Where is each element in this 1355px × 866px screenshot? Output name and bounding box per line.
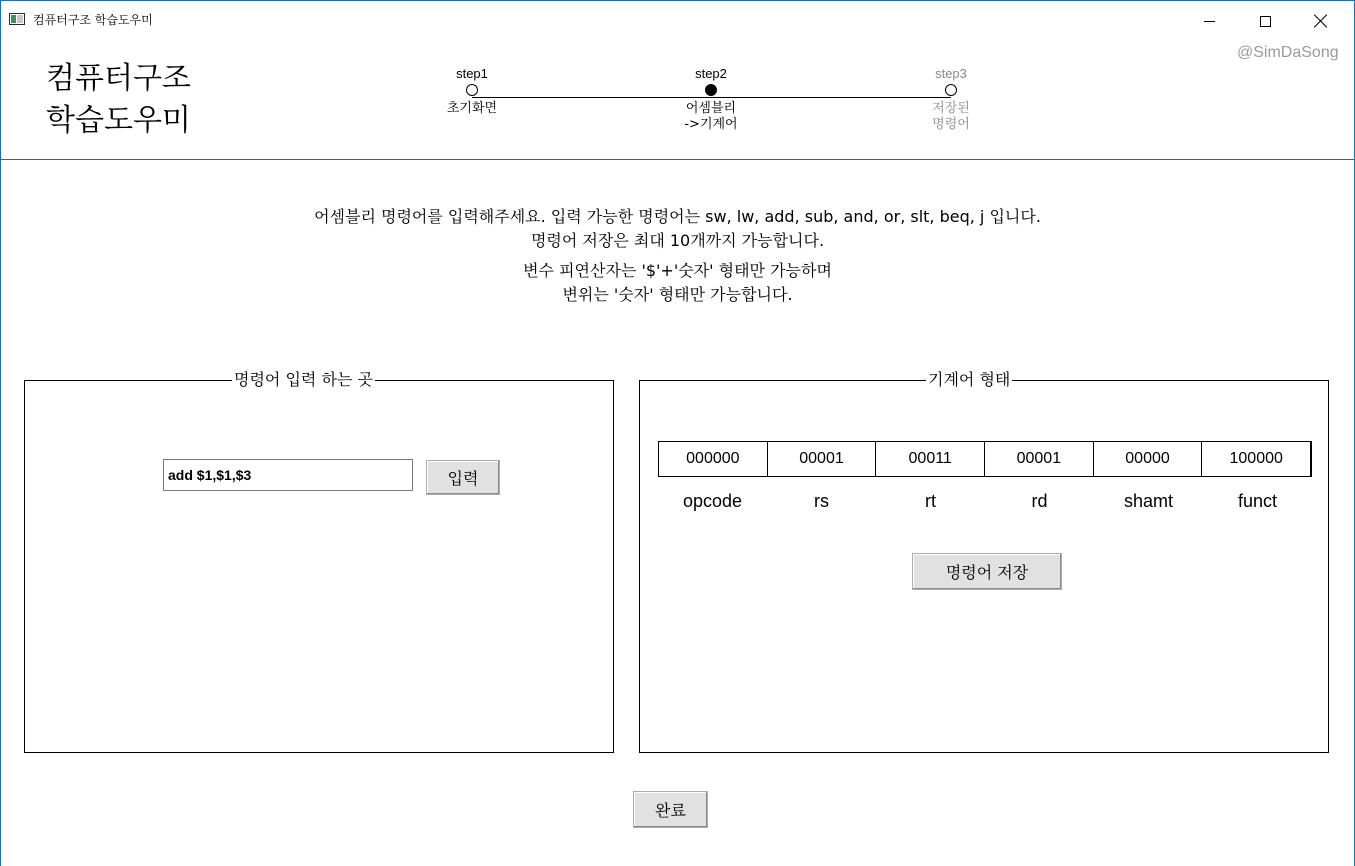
field-value-rs: 00001 — [768, 442, 877, 476]
step-1 — [412, 66, 532, 116]
machine-code-fields — [658, 441, 1312, 477]
app-icon — [9, 13, 25, 25]
field-value-rt: 00011 — [876, 442, 985, 476]
done-button[interactable]: 완료 — [633, 791, 708, 828]
instruction-input-group — [24, 370, 614, 753]
instruction-input-legend: 명령어 입력 하는 곳 — [234, 370, 373, 389]
field-label-funct: funct — [1237, 491, 1278, 511]
maximize-icon — [1260, 16, 1271, 27]
field-label-rt: rt — [925, 491, 936, 511]
close-button[interactable] — [1298, 6, 1344, 36]
minimize-button[interactable] — [1186, 6, 1232, 36]
machine-code-legend: 기계어 형태 — [928, 370, 1011, 389]
header-divider — [0, 159, 1355, 160]
field-value-rd: 00001 — [985, 442, 1094, 476]
step-label: step1 — [456, 66, 488, 81]
field-label-rs: rs — [814, 491, 829, 511]
instruction-line-4: 변위는 '숫자' 형태만 가능합니다. — [562, 285, 793, 304]
field-value-funct: 100000 — [1229, 450, 1283, 467]
step-dot-active — [705, 84, 717, 96]
step-description: 저장된 명령어 — [932, 101, 970, 132]
field-label-opcode: opcode — [682, 491, 743, 511]
instruction-input[interactable] — [163, 459, 413, 491]
step-label: step3 — [935, 66, 967, 81]
close-icon — [1314, 14, 1328, 28]
maximize-button[interactable] — [1242, 6, 1288, 36]
minimize-icon — [1204, 21, 1215, 22]
machine-code-labels — [658, 491, 1312, 512]
enter-button[interactable]: 입력 — [426, 460, 500, 495]
app-title-line2: 학습도우미 — [46, 103, 191, 138]
instruction-line-3: 변수 피연산자는 '$'+'숫자' 형태만 가능하며 — [523, 261, 832, 280]
instruction-line-2: 명령어 저장은 최대 10개까지 가능합니다. — [530, 231, 825, 250]
step-2 — [651, 66, 771, 132]
field-value-shamt: 00000 — [1094, 442, 1203, 476]
field-value-opcode: 000000 — [659, 442, 768, 476]
app-title — [46, 58, 191, 142]
step-description: 어셈블리 ->기계어 — [684, 101, 738, 132]
stepper-line — [472, 97, 951, 98]
field-label-shamt: shamt — [1123, 491, 1174, 511]
step-dot-completed — [466, 84, 478, 96]
instruction-line-1: 어셈블리 명령어를 입력해주세요. 입력 가능한 명령어는 sw, lw, add, sub, and, or, slt, beq, j 입니다. — [314, 207, 1041, 226]
save-instruction-button[interactable]: 명령어 저장 — [912, 553, 1062, 590]
step-label: step2 — [695, 66, 727, 81]
app-title-line1: 컴퓨터구조 — [46, 61, 191, 96]
step-dot-pending — [945, 84, 957, 96]
instructions — [0, 205, 1355, 307]
window-title: 컴퓨터구조 학습도우미 — [33, 13, 153, 27]
machine-code-group — [639, 370, 1329, 753]
step-description: 초기화면 — [446, 101, 498, 116]
field-label-rd: rd — [1031, 491, 1048, 511]
watermark: @SimDaSong — [1237, 44, 1339, 61]
step-3 — [891, 66, 1011, 132]
title-bar — [0, 0, 1355, 40]
